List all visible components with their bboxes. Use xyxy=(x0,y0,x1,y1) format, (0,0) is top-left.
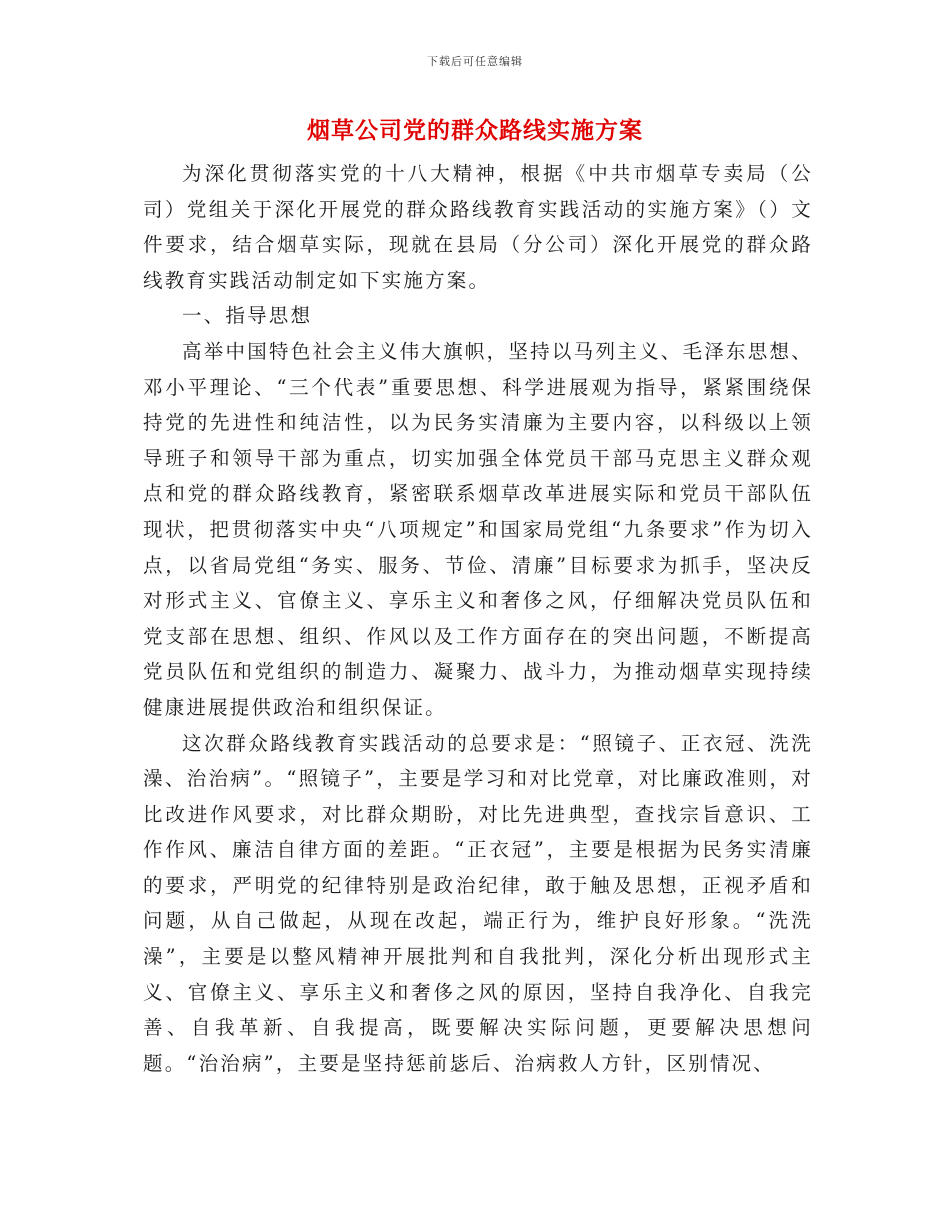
document-body xyxy=(143,156,813,1081)
header-note: 下载后可任意编辑 xyxy=(427,55,523,68)
paragraph-intro: 为深化贯彻落实党的十八大精神，根据《中共市烟草专卖局（公司）党组关于深化开展党的群众路线教育实践活动的实施方案》（）文件要求，结合烟草实际，现就在县局（分公司）深化开展党的群众路线教育实践活动制定如下实施方案。 xyxy=(143,162,813,292)
section-heading-guiding-ideology: 一、指导思想 xyxy=(182,304,313,328)
document-title: 烟草公司党的群众路线实施方案 xyxy=(307,117,643,144)
paragraph-guiding-ideology: 高举中国特色社会主义伟大旗帜，坚持以马列主义、毛泽东思想、邓小平理论、“三个代表”重要思想、科学进展观为指导，紧紧围绕保持党的先进性和纯洁性，以为民务实清廉为主要内容，以科级以上领导班子和领导干部为重点，切实加强全体党员干部马克思主义群众观点和党的群众路线教育，紧密联系烟草改革进展实际和党员干部队伍现状，把贯彻落实中央“八项规定”和国家局党组“九条要求”作为切入点，以省局党组“务实、服务、节俭、清廉”目标要求为抓手，坚决反对形式主义、官僚主义、享乐主义和奢侈之风，仔细解决党员队伍和党支部在思想、组织、作风以及工作方面存在的突出问题，不断提高党员队伍和党组织的制造力、凝聚力、战斗力，为推动烟草实现持续健康进展提供政治和组织保证。 xyxy=(143,339,813,719)
paragraph-general-requirements: 这次群众路线教育实践活动的总要求是：“照镜子、正衣冠、洗洗澡、治治病”。“照镜子”，主要是学习和对比党章，对比廉政准则，对比改进作风要求，对比群众期盼，对比先进典型，查找宗旨意识、工作作风、廉洁自律方面的差距。“正衣冠”，主要是根据为民务实清廉的要求，严明党的纪律特别是政治纪律，敢于触及思想，正视矛盾和问题，从自己做起，从现在改起，端正行为，维护良好形象。“洗洗澡”，主要是以整风精神开展批判和自我批判，深化分析出现形式主义、官僚主义、享乐主义和奢侈之风的原因，坚持自我净化、自我完善、自我革新、自我提高，既要解决实际问题，更要解决思想问题。“治治病”，主要是坚持惩前毖后、治病救人方针，区别情况、 xyxy=(143,731,813,1075)
